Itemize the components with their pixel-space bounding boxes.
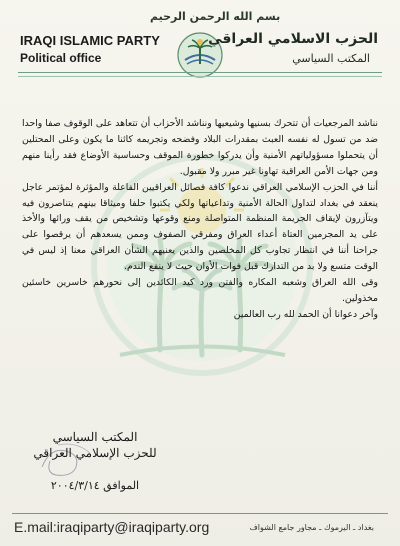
signature-line-party: للحزب الإسلامي العراقي [33,446,157,460]
body-paragraph: وقى الله العراق وشعبه المكاره والفتن ورد كيد الكائدين إلى نحورهم خاسرين خاسئين مخذولين. [22,277,378,304]
english-office-name: Political office [20,51,102,65]
basmala-calligraphy: بسم الله الرحمن الرحيم [150,10,281,23]
header-rule [18,72,382,73]
footer-rule [12,513,388,514]
arabic-office-name: المكتب السياسي [292,52,370,65]
body-paragraph: نناشد المرجعيات أن تتحرك بسنيها وشيعيها ونناشد الأحزاب أن تتعاهد على الوقوف صفا واحدا ضد من تسول له نفسه العبث بمقدرات البلاد وفضحه وتجريمه كائنا ما يكون وعلى المحتلين أن يتحملوا مسؤولياتهم الأمنية وأن يدركوا خطورة الموقف وحساسية الأوضاع فقد رأينا منهم ومن جهات الأمن العراقية تهاونا غير مبرر ولا مقبول. [22,118,378,177]
footer-email: E.mail:iraqiparty@iraqiparty.org [14,519,210,535]
body-paragraph: وآخر دعوانا أن الحمد لله رب العالمين [233,308,378,320]
signature-date: الموافق ٢٠٠٤/٣/١٤ [50,479,140,492]
footer-address: بغداد ـ اليرموك ـ مجاور جامع الشواف [249,523,374,532]
english-party-name: IRAQI ISLAMIC PARTY [20,33,160,48]
signature-line-office: المكتب السياسي [52,430,138,444]
arabic-party-name: الحزب الاسلامي العراقي [208,31,378,47]
body-paragraph: أننا في الحزب الإسلامي العراقي ندعوا كافة فصائل العراقيين الفاعلة والمؤثرة لمؤتمر عاجل ينعقد في بغداد لتداول الحالة الأمنية وتداعياتها ولكي يكتبوا حلفا وميثاقا بينهم يتناصرون فيه ويتآزرون لإيقاف الجريمة المنظمة المتواصلة ومنع وقوعها وتشخيص من يقف ورائها والأخذ على يد المجرمين العتاة أعداء العراق ومفرقي الصفوف وممن يسعدهم أن يرقصوا على جراحنا أننا في انتظار تجاوب كل المخلصين والذين يعنيهم الشأن العراقي معنا إذ ليس في الوقت متسع ولا بد من التدارك قبل فوات الأوان حيث لا ينفع الندم. [22,181,378,273]
letter-body [22,116,378,323]
signature-block [30,429,160,461]
header-rule-thin [18,76,382,77]
